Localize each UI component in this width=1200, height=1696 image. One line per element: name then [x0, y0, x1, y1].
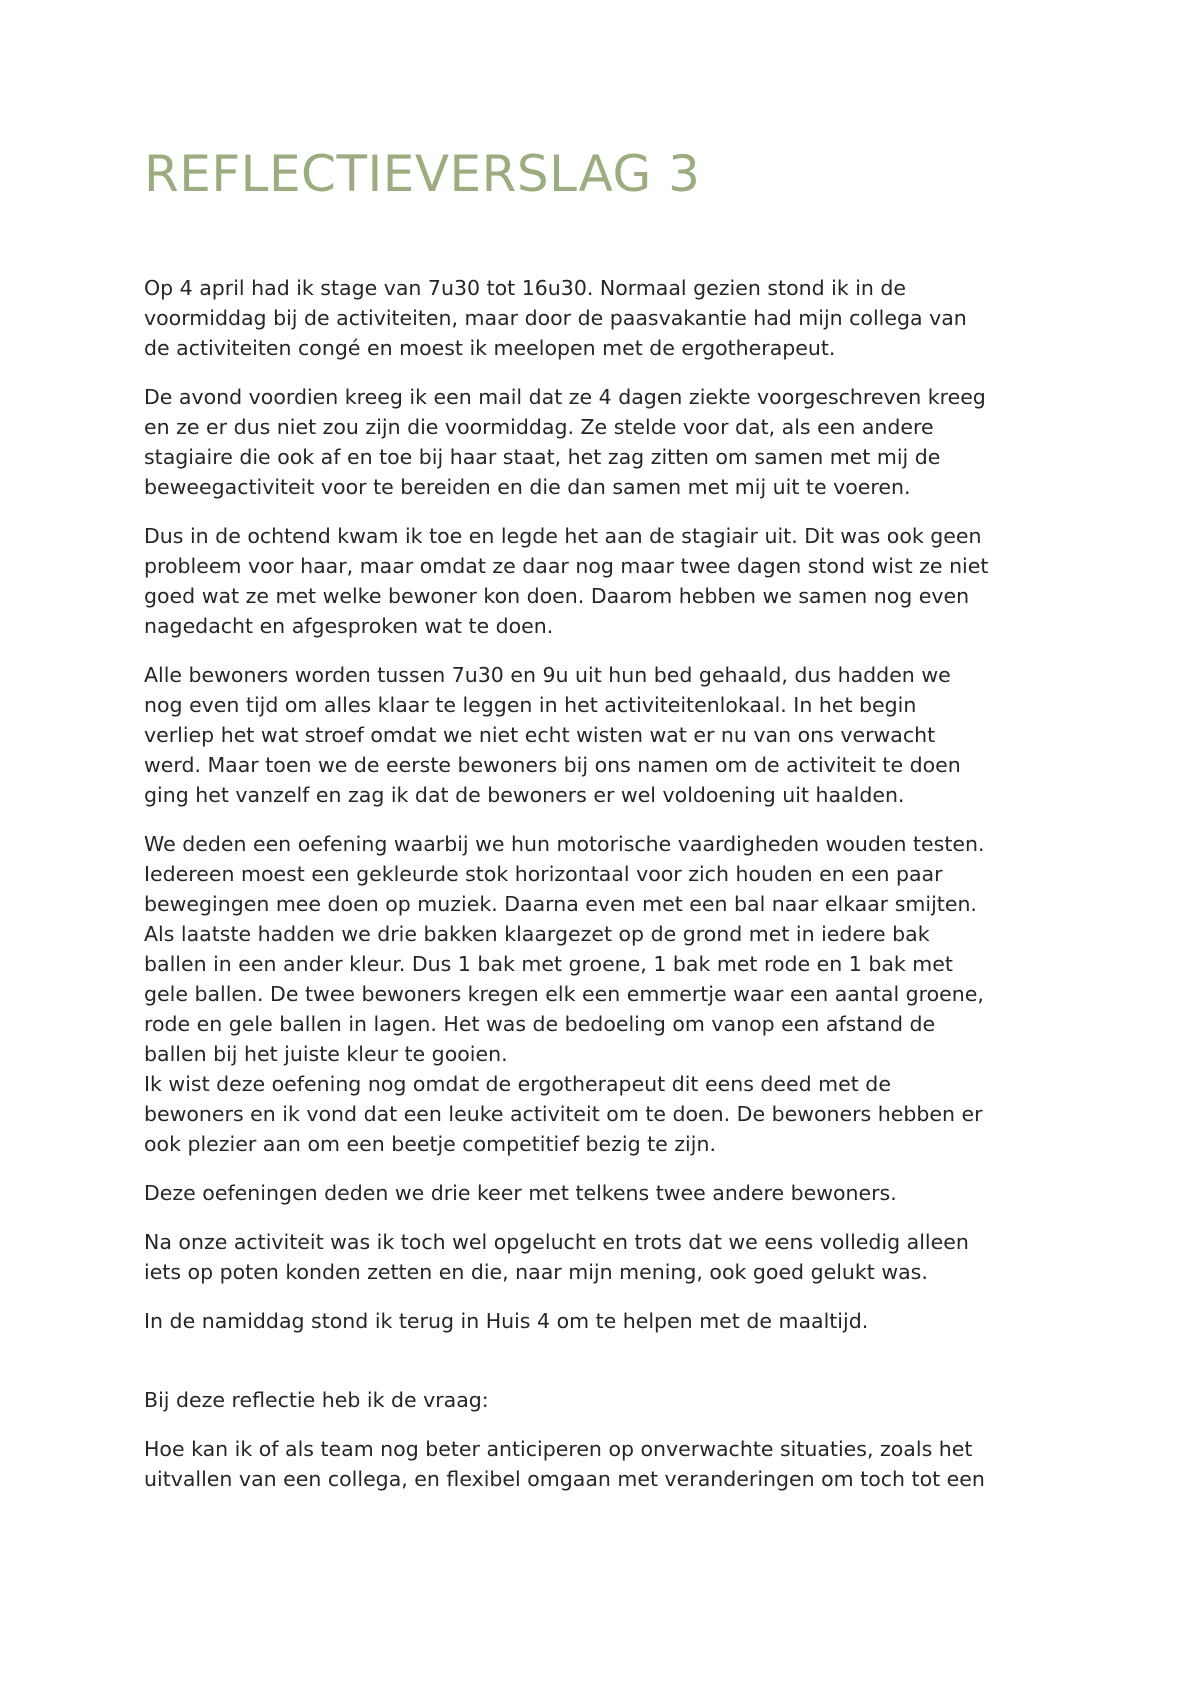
- document-body: [144, 273, 1074, 1513]
- paragraph-repeat: Deze oefeningen deden we drie keer met telkens twee andere bewoners.: [144, 1181, 897, 1205]
- paragraph-question: Hoe kan ik of als team nog beter anticiperen op onverwachte situaties, zoals het uitvallen van een collega, en flexibel omgaan met veranderingen om toch tot een: [144, 1437, 985, 1491]
- paragraph-exercise: We deden een oefening waarbij we hun motorische vaardigheden wouden testen. Iedereen moest een gekleurde stok horizontaal voor zich houden en een paar bewegingen mee doen op muziek. Daarna even met een bal naar elkaar smijten. Als laatste hadden we drie bakken klaargezet op de grond met in iedere bak ballen in een ander kleur. Dus 1 bak met groene, 1 bak met rode en 1 bak met gele ballen. De twee bewoners kregen elk een emmertje waar een aantal groene, rode en gele ballen in lagen. Het was de bedoeling om vanop een afstand de ballen bij het juiste kleur te gooien. Ik wist deze oefening nog omdat de ergotherapeut dit eens deed met de bewoners en ik vond dat een leuke activiteit om te doen. De bewoners hebben er ook plezier aan om een beetje competitief bezig te zijn.: [144, 832, 985, 1156]
- paragraph-intro: Op 4 april had ik stage van 7u30 tot 16u30. Normaal gezien stond ik in de voormiddag bij de activiteiten, maar door de paasvakantie had mijn collega van de activiteiten congé en moest ik meelopen met de ergotherapeut.: [144, 276, 967, 360]
- paragraph-question-intro: Bij deze reflectie heb ik de vraag:: [144, 1388, 489, 1412]
- paragraph-relief: Na onze activiteit was ik toch wel opgelucht en trots dat we eens volledig alleen iets op poten konden zetten en die, naar mijn mening, ook goed gelukt was.: [144, 1230, 969, 1284]
- paragraph-residents: Alle bewoners worden tussen 7u30 en 9u uit hun bed gehaald, dus hadden we nog even tijd om alles klaar te leggen in het activiteitenlokaal. In het begin verliep het wat stroef omdat we niet echt wisten wat er nu van ons verwacht werd. Maar toen we de eerste bewoners bij ons namen om de activiteit te doen ging het vanzelf en zag ik dat de bewoners er wel voldoening uit haalden.: [144, 663, 961, 807]
- paragraph-afternoon: In de namiddag stond ik terug in Huis 4 om te helpen met de maaltijd.: [144, 1309, 869, 1333]
- paragraph-mail: De avond voordien kreeg ik een mail dat ze 4 dagen ziekte voorgeschreven kreeg en ze er dus niet zou zijn die voormiddag. Ze stelde voor dat, als een andere stagiaire die ook af en toe bij haar staat, het zag zitten om samen met mij de beweegactiviteit voor te bereiden en die dan samen met mij uit te voeren.: [144, 385, 986, 499]
- document-title: REFLECTIEVERSLAG 3: [144, 145, 701, 203]
- paragraph-morning: Dus in de ochtend kwam ik toe en legde het aan de stagiair uit. Dit was ook geen probleem voor haar, maar omdat ze daar nog maar twee dagen stond wist ze niet goed wat ze met welke bewoner kon doen. Daarom hebben we samen nog even nagedacht en afgesproken wat te doen.: [144, 524, 989, 638]
